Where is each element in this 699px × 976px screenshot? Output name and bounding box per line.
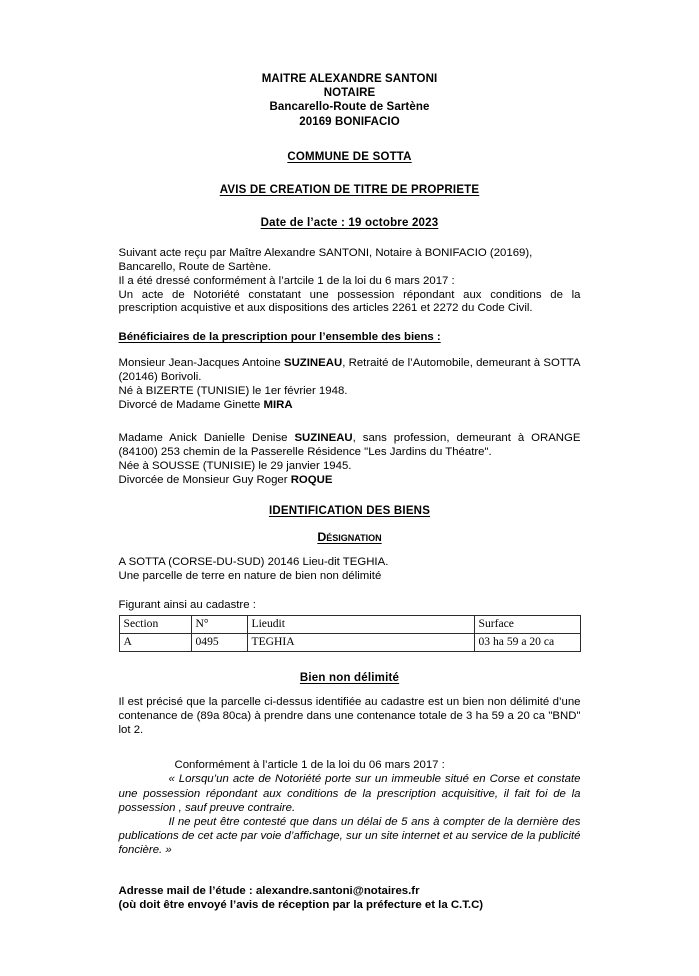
intro-line-1a: Suivant acte reçu par Maître Alexandre SANTONI, Notaire à BONIFACIO (20169), [118,246,533,259]
cell-surface: 03 ha 59 a 20 ca [474,634,580,652]
beneficiary-1 [119,357,581,413]
designation-body [119,556,581,584]
heading-commune-text: COMMUNE DE SOTTA [287,150,412,163]
law-quote-paragraph-2 [119,815,581,858]
column-header-surface: Surface [474,616,580,634]
beneficiary-2-surname: SUZINEAU [294,431,353,444]
intro-line-1b: Bancarello, Route de Sartène. [118,260,272,273]
heading-date-acte-text: Date de l’acte : 19 octobre 2023 [260,216,439,229]
heading-avis-text: AVIS DE CREATION DE TITRE DE PROPRIETE [219,183,480,196]
heading-commune [119,151,581,163]
beneficiary-1-prefix: Monsieur Jean-Jacques Antoine [118,357,284,370]
beneficiary-2-prefix: Madame Anick Danielle Denise [118,431,295,444]
column-header-numero: N° [191,616,247,634]
table-header-row [119,616,580,634]
beneficiary-2-marital-prefix: Divorcée de Monsieur Guy Roger [118,473,291,486]
footer-contact [119,884,581,913]
cadastre-intro: Figurant ainsi au cadastre : [118,599,256,612]
heading-designation-text: Désignation [317,529,382,544]
heading-date-acte [119,217,581,229]
heading-beneficiaires [119,331,581,343]
beneficiary-2-marital [119,474,581,488]
footer-email-line: Adresse mail de l’étude : alexandre.santoni@notaires.fr [118,884,420,897]
cell-section: A [119,634,191,652]
footer-note-line: (où doit être envoyé l’avis de réception par la préfecture et la C.T.C) [118,898,484,911]
heading-avis [119,184,581,196]
letterhead-city: 20169 BONIFACIO [299,115,400,128]
law-quote-paragraph-2-text: Il ne peut être contesté que dans un délai de 5 ans à compter de la dernière des publications de cet acte par voie d’affichage, sur un site internet et au service de la publicité foncière. » [118,815,581,857]
law-quote-block [119,758,581,857]
beneficiary-2-details: , sans profession, demeurant à ORANGE (84100) 253 chemin de la Passerelle Résidence "Les Jardins du Théatre". [118,431,581,458]
bien-non-delimite-paragraph: Il est précisé que la parcelle ci-dessus identifiée au cadastre est un bien non délimité d’une contenance de (89a 80ca) à prendre dans une contenance totale de 3 ha 59 a 20 ca "BND" lot 2. [118,696,581,737]
letterhead-title: NOTAIRE [323,87,376,100]
heading-bien-non-delimite-text: Bien non délimité [299,672,400,685]
column-header-section: Section [119,616,191,634]
beneficiary-1-ex-surname: MIRA [263,399,293,412]
beneficiary-2-ex-surname: ROQUE [290,473,333,486]
beneficiary-1-marital-prefix: Divorcé de Madame Ginette [118,399,264,412]
intro-line-2: Il a été dressé conformément à l’artcile 1 de la loi du 6 mars 2017 : [118,274,455,287]
beneficiary-2-identity [119,432,581,460]
letterhead-notary-name: MAITRE ALEXANDRE SANTONI [261,73,438,85]
letterhead [119,72,581,129]
heading-bien-non-delimite [119,672,581,684]
heading-identification-text: IDENTIFICATION DES BIENS [268,504,431,517]
law-quote-intro: Conformément à l’article 1 de la loi du 06 mars 2017 : [174,759,445,772]
cell-numero: 0495 [191,634,247,652]
cell-lieudit: TEGHIA [247,634,474,652]
beneficiary-2-birth: Née à SOUSSE (TUNISIE) le 29 janvier 1945. [118,459,352,472]
document-content [119,72,581,912]
heading-designation [119,530,581,544]
law-quote-paragraph-1 [119,772,581,815]
table-row [119,634,580,652]
beneficiary-1-surname: SUZINEAU [283,357,343,370]
beneficiary-1-identity [119,357,581,385]
heading-beneficiaires-text: Bénéficiaires de la prescription pour l’ensemble des biens : [118,331,441,344]
letterhead-street: Bancarello-Route de Sartène [269,101,430,114]
beneficiary-2 [119,432,581,488]
law-quote-paragraph-1-text: « Lorsqu’un acte de Notoriété porte sur un immeuble situé en Corse et constate une possession répondant aux conditions de la prescription acquisitive, il fait foi de la possession , sauf preuve contraire. [118,773,581,814]
intro-paragraph [119,247,581,317]
intro-line-3: Un acte de Notoriété constatant une possession répondant aux conditions de la prescription acquistive et aux dispositions des articles 2261 et 2272 du Code Civil. [118,288,581,315]
heading-identification [119,505,581,517]
designation-nature: Une parcelle de terre en nature de bien non délimité [118,569,382,582]
cadastre-table [119,615,581,652]
beneficiary-1-birth: Né à BIZERTE (TUNISIE) le 1er février 1948. [118,385,348,398]
beneficiary-1-details: , Retraité de l’Automobile, demeurant à SOTTA (20146) Borivoli. [118,357,581,384]
column-header-lieudit: Lieudit [247,616,474,634]
beneficiary-1-marital [119,399,581,413]
designation-location: A SOTTA (CORSE-DU-SUD) 20146 Lieu-dit TEGHIA. [118,555,389,568]
